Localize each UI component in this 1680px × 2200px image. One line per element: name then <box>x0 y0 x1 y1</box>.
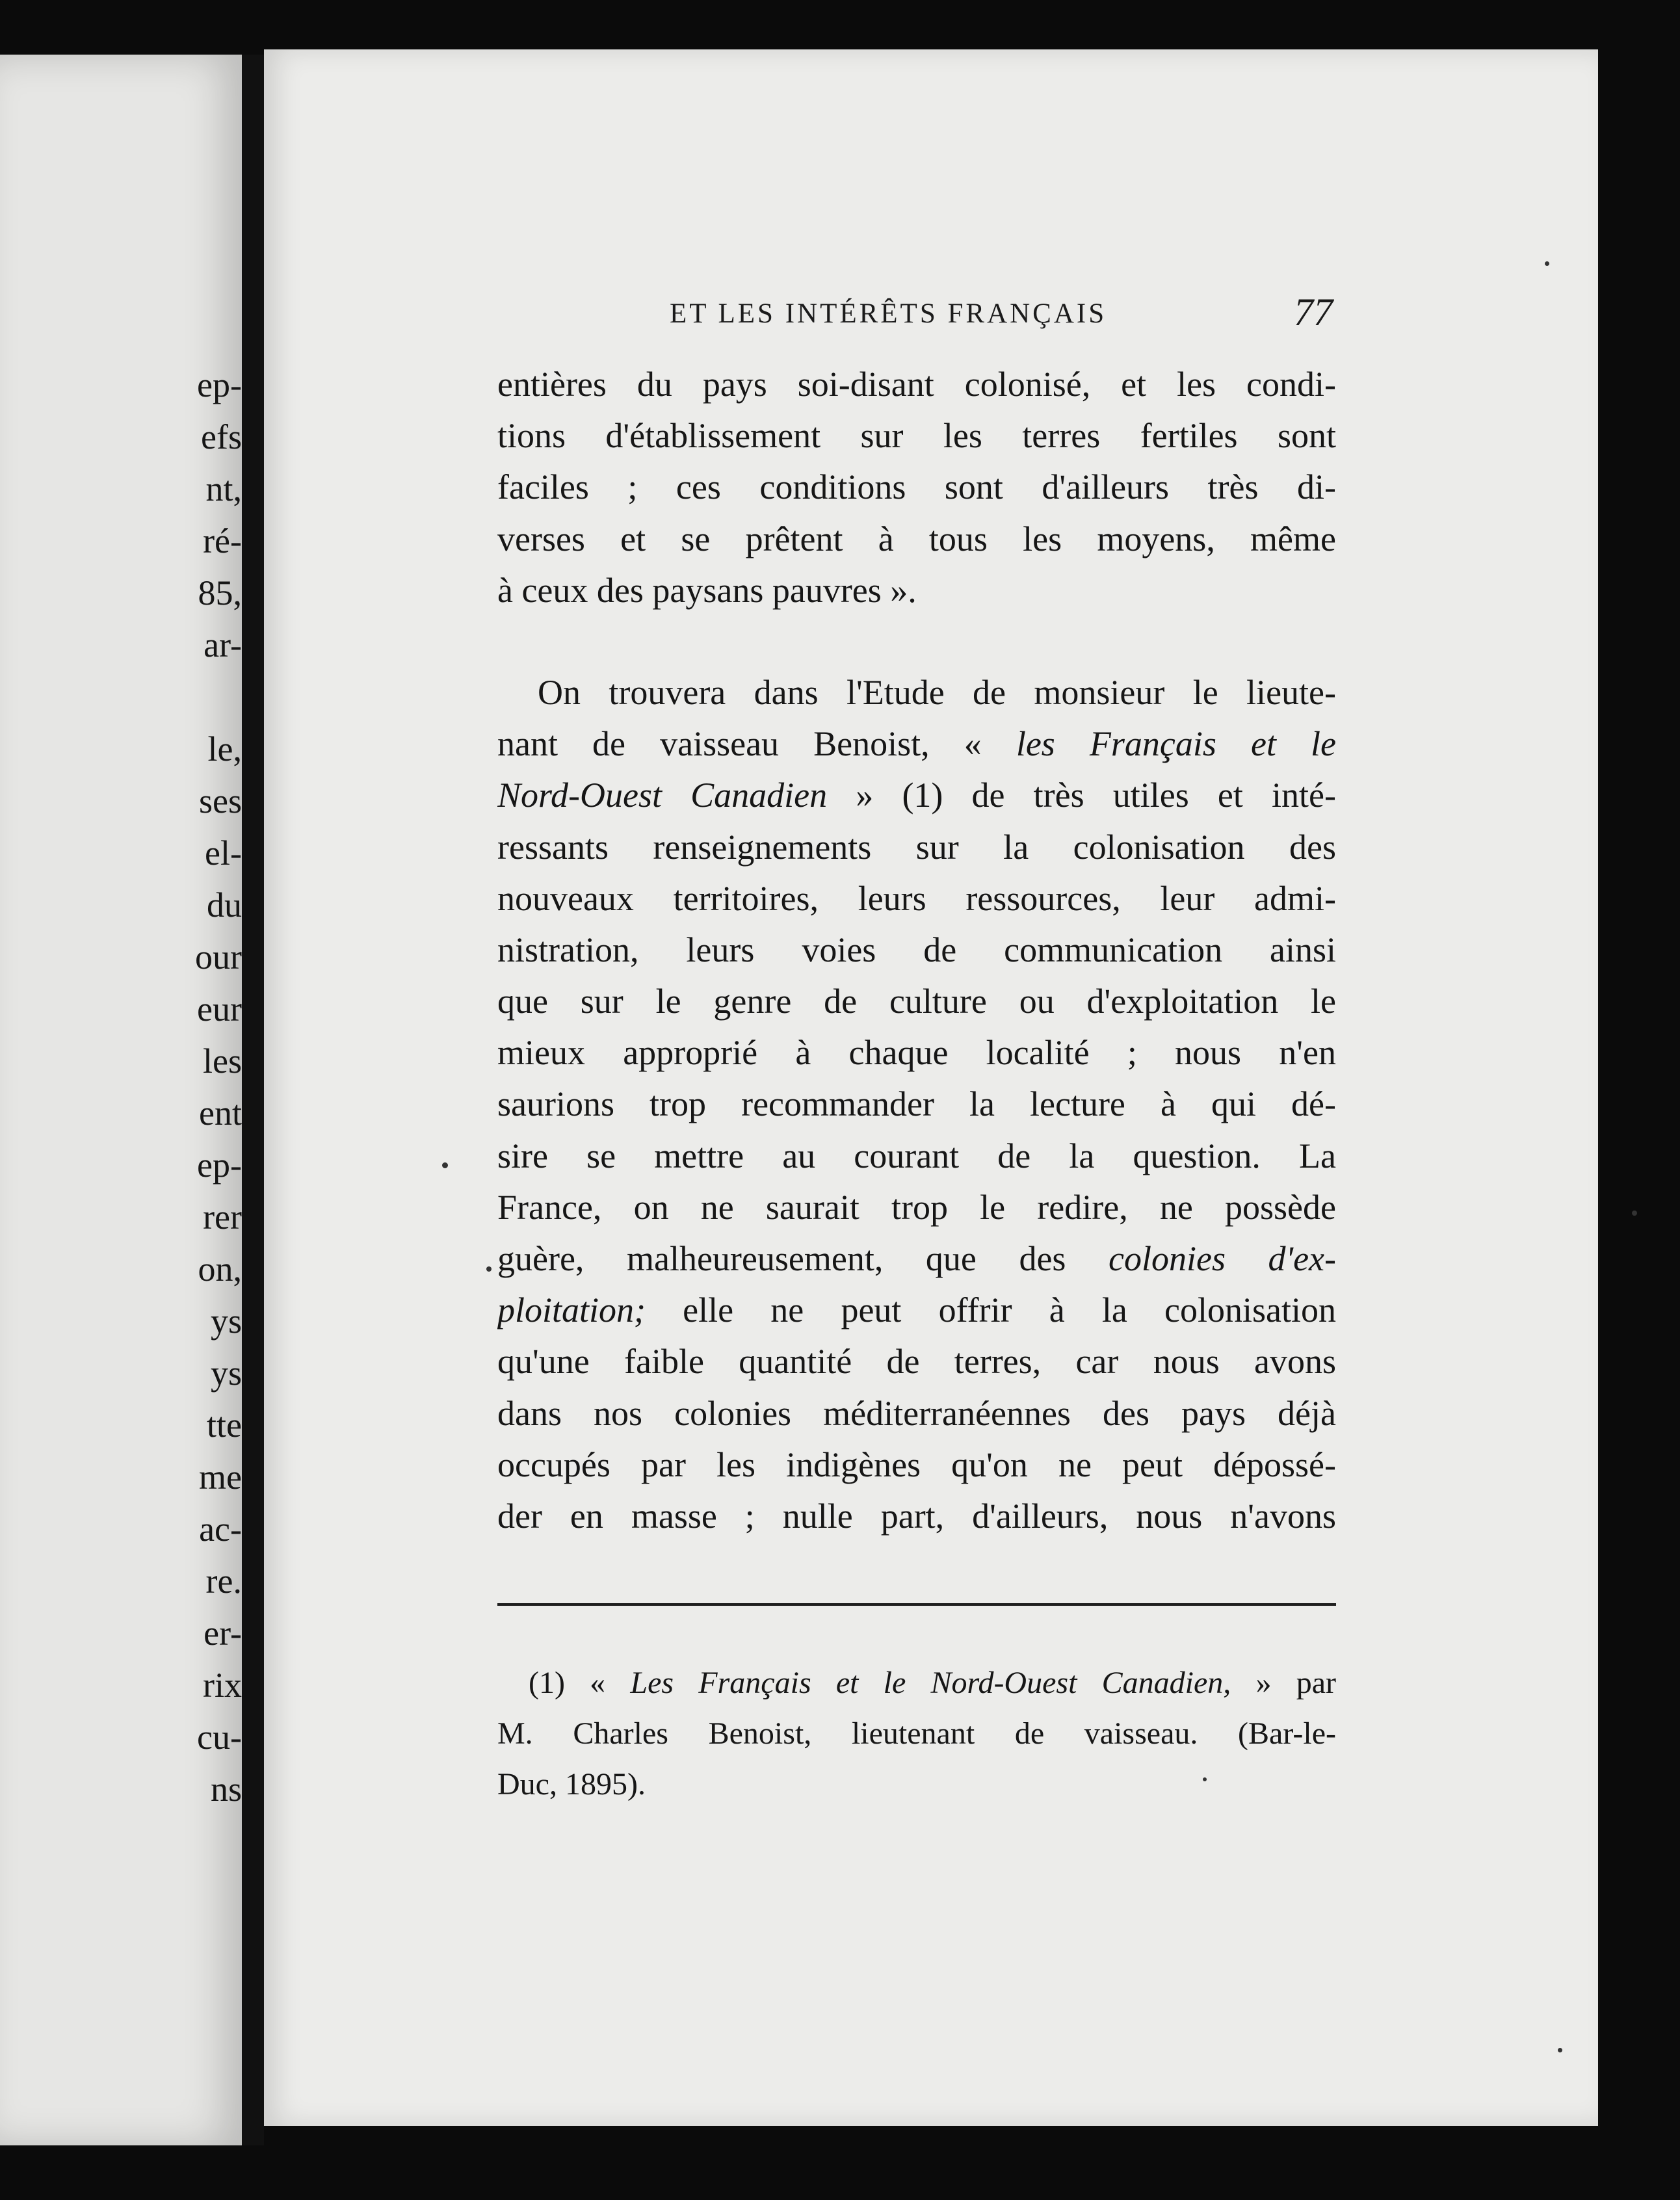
text-line: On trouvera dans l'Etude de monsieur le lieute- <box>538 672 1336 712</box>
text-line: qu'une faible quantité de terres, car nous avons <box>497 1342 1336 1382</box>
scan-speck <box>486 1266 492 1272</box>
left-page-fragment: er- <box>203 1614 242 1653</box>
text-line: occupés par les indigènes qu'on ne peut dépossé- <box>497 1445 1336 1484</box>
scan-speck <box>1203 1777 1207 1781</box>
text-line: verses et se prêtent à tous les moyens, même <box>497 519 1336 558</box>
scan-speck <box>1545 261 1549 266</box>
italic-title: Les Français et le Nord-Ouest Canadien, <box>630 1666 1231 1700</box>
running-head: ET LES INTÉRÊTS FRANÇAIS <box>670 298 1107 329</box>
footnote <box>497 1658 1336 1810</box>
left-page-fragment: le, <box>207 729 242 768</box>
text-line: tions d'établissement sur les terres fertiles sont <box>497 416 1336 456</box>
text-line: entières du pays soi-disant colonisé, et les condi- <box>497 365 1336 404</box>
italic-phrase: colonies d'ex- <box>1109 1239 1336 1278</box>
text-line: der en masse ; nulle part, d'ailleurs, nous n'avons <box>497 1496 1336 1536</box>
book-gutter <box>242 55 264 2145</box>
left-page-fragment: ys <box>210 1354 242 1393</box>
left-page-fragment: el- <box>205 833 242 872</box>
left-page-fragment: ses <box>199 781 242 820</box>
text-line: sire se mettre au courant de la question. La <box>497 1136 1336 1175</box>
left-page-fragment: nt, <box>205 469 242 508</box>
left-page-fragment: ep- <box>197 365 242 404</box>
left-page-fragment: les <box>203 1041 242 1080</box>
left-page-fragment: eur <box>197 989 242 1028</box>
scan-speck <box>1558 2048 1562 2052</box>
left-page-fragment: ns <box>210 1770 242 1809</box>
footnote-line: Duc, 1895). <box>497 1767 646 1801</box>
text-run: elle ne peut offrir à la colonisation <box>646 1290 1336 1330</box>
paragraph-gap <box>497 616 1336 667</box>
text-line: France, on ne saurait trop le redire, ne possède <box>497 1187 1336 1227</box>
text-run: » (1) de très utiles et inté- <box>827 776 1336 815</box>
text-line: à ceux des paysans pauvres ». <box>497 570 917 610</box>
left-page-fragment: on, <box>198 1250 242 1289</box>
text-run: (1) « <box>529 1666 631 1700</box>
left-page-edge <box>0 55 242 2145</box>
left-page-fragment: me <box>199 1458 242 1497</box>
text-run: guère, malheureusement, que des <box>497 1239 1109 1278</box>
text-line: que sur le genre de culture ou d'exploitation le <box>497 982 1336 1021</box>
left-page-fragment: tte <box>207 1406 242 1445</box>
text-line: saurions trop recommander la lecture à qui dé- <box>497 1084 1336 1124</box>
text-line: nouveaux territoires, leurs ressources, leur admi- <box>497 878 1336 918</box>
italic-phrase: ploitation; <box>497 1290 646 1330</box>
left-page-fragment: re. <box>205 1562 242 1601</box>
footnote-line: M. Charles Benoist, lieutenant de vaisseau. (Bar-le- <box>497 1716 1336 1751</box>
left-page-fragment: ent <box>199 1093 242 1133</box>
left-page-fragment: du <box>207 885 242 924</box>
left-page-fragment: cu- <box>197 1718 242 1757</box>
scan-speck <box>1632 1211 1637 1216</box>
footnote-line <box>497 1658 1336 1709</box>
left-page-fragment: our <box>195 937 242 976</box>
text-line <box>497 1233 1336 1285</box>
text-line <box>497 1285 1336 1336</box>
text-line: mieux approprié à chaque localité ; nous n'en <box>497 1033 1336 1073</box>
text-line: faciles ; ces conditions sont d'ailleurs très di- <box>497 467 1336 507</box>
left-page-fragment: ys <box>210 1302 242 1341</box>
page-number: 77 <box>1294 291 1333 334</box>
left-page-fragment: 85, <box>198 573 242 612</box>
left-page-fragment: rix <box>203 1666 242 1705</box>
text-line: ressants renseignements sur la colonisation des <box>497 827 1336 867</box>
left-page-fragment: rer <box>203 1198 242 1237</box>
body-text <box>497 359 1336 1542</box>
italic-title: Nord-Ouest Canadien <box>497 776 828 815</box>
footnote-rule <box>497 1603 1336 1606</box>
text-run: nant de vaisseau Benoist, « <box>497 724 1016 764</box>
italic-title: les Français et le <box>1016 724 1336 764</box>
text-line: nistration, leurs voies de communication ainsi <box>497 930 1336 969</box>
text-run: » par <box>1231 1666 1336 1700</box>
scan-speck <box>442 1162 448 1168</box>
left-page-fragment: ep- <box>197 1146 242 1185</box>
left-page-fragment: ré- <box>203 521 242 560</box>
text-line: dans nos colonies méditerranéennes des pays déjà <box>497 1393 1336 1433</box>
left-page-fragment: efs <box>201 417 242 456</box>
left-page-fragment: ac- <box>199 1510 242 1549</box>
text-line <box>497 718 1336 770</box>
text-line <box>497 770 1336 821</box>
left-page-fragment: ar- <box>203 625 242 664</box>
